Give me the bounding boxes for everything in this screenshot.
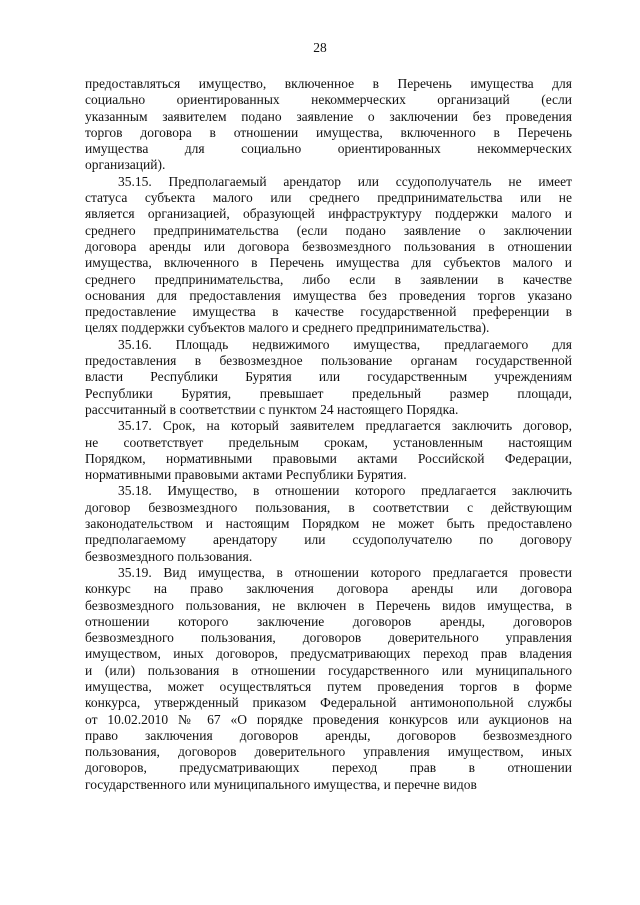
- paragraph-35-15: [85, 174, 572, 337]
- paragraph-35-18: [85, 483, 572, 564]
- text-line: предоставление имущества в качестве государственной преференции в: [85, 304, 572, 320]
- text-line: статуса субъекта малого или среднего предпринимательства или не: [85, 190, 572, 206]
- text-line: не соответствует предельным срокам, установленным настоящим: [85, 434, 572, 450]
- text-line: среднего предпринимательства (если подано заявление о заключении: [85, 222, 572, 238]
- text-line: среднего предпринимательства, либо если в заявлении в качестве: [85, 271, 572, 287]
- text-line: предполагаемому арендатору или ссудополучателю по договору: [85, 532, 572, 548]
- text-line: торгов договора в отношении имущества, включенного в Перечень: [85, 124, 572, 140]
- text-line: законодательством и настоящим Порядком не может быть предоставлено: [85, 516, 572, 532]
- text-line: безвозмездного пользования, договоров доверительного управления: [85, 630, 572, 646]
- text-line: право заключения договоров аренды, договоров безвозмездного: [85, 727, 572, 743]
- text-line: 35.17. Срок, на который заявителем предлагается заключить договор,: [118, 418, 572, 434]
- text-line: имущества для социально ориентированных некоммерческих: [85, 141, 572, 157]
- document-body: [85, 76, 572, 793]
- text-line: имущества, включенного в Перечень имущества для субъектов малого и: [85, 255, 572, 271]
- text-line: от 10.02.2010 № 67 «О порядке проведения конкурсов или аукционов на: [85, 711, 572, 727]
- text-line: предоставляться имущество, включенное в Перечень имущества для: [85, 76, 572, 91]
- text-line: нормативными правовыми актами Республики Бурятия.: [85, 467, 407, 483]
- text-line: конкурса, утвержденный приказом Федеральной антимонопольной службы: [85, 695, 572, 711]
- text-line: рассчитанный в соответствии с пунктом 24 настоящего Порядка.: [85, 401, 459, 417]
- text-line: предоставления в безвозмездное пользование органам государственной: [85, 353, 572, 369]
- text-line: пользования, договоров доверительного управления имуществом, иных: [85, 744, 572, 760]
- text-line: основания для предоставления имущества без проведения торгов указано: [85, 287, 572, 303]
- text-line: власти Республики Бурятия или государственным учреждениям: [85, 369, 572, 385]
- text-line: 35.19. Вид имущества, в отношении которого предлагается провести: [118, 564, 572, 580]
- text-line: договор безвозмездного пользования, в соответствии с действующим: [85, 499, 572, 515]
- text-line: конкурс на право заключения договора аренды или договора: [85, 581, 572, 597]
- paragraph-35-17: [85, 418, 572, 483]
- text-line: безвозмездного пользования, не включен в Перечень видов имущества, в: [85, 597, 572, 613]
- text-line: государственного или муниципального имущества, и перечне видов: [85, 776, 477, 792]
- paragraph-35-19: [85, 565, 572, 793]
- text-line: безвозмездного пользования.: [85, 548, 253, 564]
- text-line: Порядком, нормативными правовыми актами Российской Федерации,: [85, 450, 572, 466]
- text-line: указанным заявителем подано заявление о заключении без проведения: [85, 108, 572, 124]
- text-line: 35.16. Площадь недвижимого имущества, предлагаемого для: [118, 336, 572, 352]
- text-line: отношении которого заключение договоров аренды, договоров: [85, 613, 572, 629]
- text-line: имущества, может осуществляться путем проведения торгов в форме: [85, 678, 572, 694]
- text-line: Республики Бурятия, превышает предельный размер площади,: [85, 385, 572, 401]
- text-line: целях поддержки субъектов малого и среднего предпринимательства).: [85, 320, 490, 336]
- text-line: договоров, предусматривающих переход прав в отношении: [85, 760, 572, 776]
- text-line: 35.15. Предполагаемый арендатор или ссудополучатель не имеет: [118, 173, 572, 189]
- text-line: 35.18. Имущество, в отношении которого предлагается заключить: [118, 483, 572, 499]
- paragraph-cont: [85, 76, 572, 174]
- text-line: социально ориентированных некоммерческих организаций (если: [85, 92, 572, 108]
- paragraph-35-16: [85, 337, 572, 418]
- text-line: договора аренды или договора безвозмездного пользования в отношении: [85, 238, 572, 254]
- text-line: и (или) пользования в отношении государственного или муниципального: [85, 662, 572, 678]
- page-number: 28: [313, 40, 327, 55]
- text-line: является организацией, образующей инфраструктуру поддержки малого и: [85, 206, 572, 222]
- text-line: имуществом, иных договоров, предусматривающих переход прав владения: [85, 646, 572, 662]
- text-line: организаций).: [85, 157, 166, 173]
